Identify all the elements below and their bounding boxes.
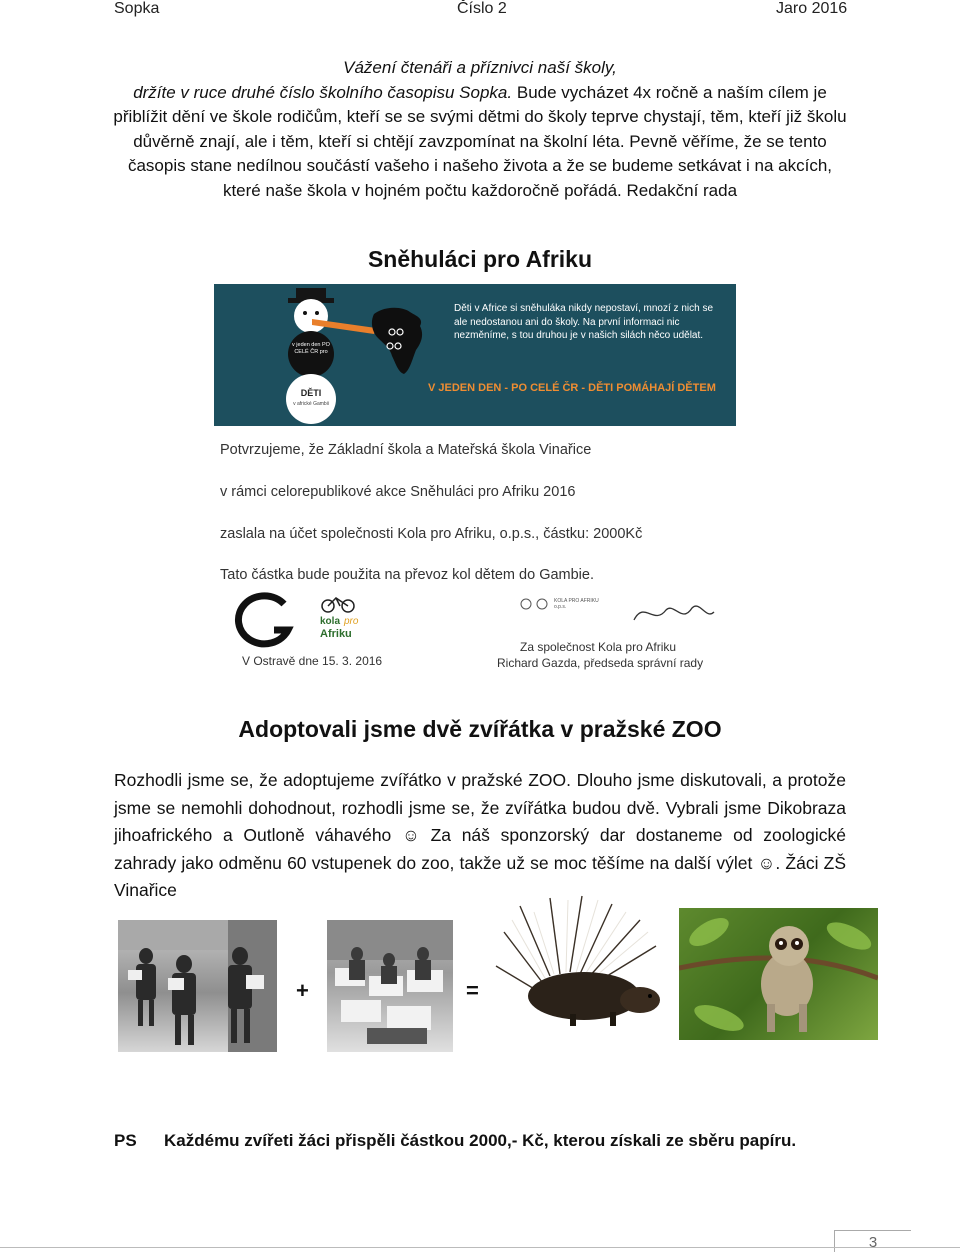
ps-text: Každému zvířeti žáci přispěli částkou 2000,- Kč, kterou získali ze sběru papíru. xyxy=(164,1131,797,1150)
header-right: Jaro 2016 xyxy=(776,0,848,17)
certificate-signature-area xyxy=(214,590,736,680)
photo-paper-collection xyxy=(327,920,453,1052)
banner-message: Děti v Africe si sněhuláka nikdy nepostaví, mnozí z nich se ale nedostanou ani do školy. Na první informaci nic nezměníme, s tou druhou je v našich silách něco udělat. xyxy=(454,303,714,341)
certificate-company: Za společnost Kola pro Afriku xyxy=(520,640,677,654)
footer-line xyxy=(0,1247,960,1248)
photo-slow-loris xyxy=(679,908,878,1040)
section2-paragraph: Rozhodli jsme se, že adoptujeme zvířátko v pražské ZOO. Dlouho jsme diskutovali, a protože jsme se nemohli dohodnout, rozhodli jsme se, že zvířátka budou dvě. Vybrali jsme Dikobraza jihoafrického a Outloně váhavého ☺ Za náš sponzorský dar dostaneme od zoologické zahrady jako odměnu 60 vstupenek do zoo, takže už se moc těšíme na další výlet ☺. Žáci ZŠ Vinařice xyxy=(114,770,846,900)
kids-label: DĚTI xyxy=(300,388,322,398)
ps-label: PS xyxy=(114,1131,137,1150)
logo-afriku: Afriku xyxy=(320,628,352,640)
intro-line1: držíte v ruce druhé číslo školního časopisu Sopka. xyxy=(133,82,513,102)
snowman-banner xyxy=(214,284,736,426)
paper-pile-graphic xyxy=(327,920,453,1052)
loris-graphic xyxy=(679,908,878,1040)
photo-porcupine xyxy=(490,886,674,1036)
certificate-line-4: Tato částka bude použita na převoz kol dětem do Gambie. xyxy=(220,567,594,583)
plus-sign: + xyxy=(296,978,309,1003)
intro-greeting: Vážení čtenáři a příznivci naší školy, xyxy=(343,58,617,77)
africa-map xyxy=(372,308,422,374)
section1-title: Sněhuláci pro Afriku xyxy=(367,246,593,272)
banner-slogan: V JEDEN DEN - PO CELÉ ČR - DĚTI POMÁHAJÍ DĚTEM xyxy=(428,382,716,394)
sign-text: v jeden den PO CELÉ ČR pro xyxy=(292,342,330,355)
logo-kola: kola xyxy=(320,616,341,627)
header-center: Číslo 2 xyxy=(457,0,507,17)
stamp-text: KOLA PRO AFRIKU o.p.s. xyxy=(554,598,599,610)
g-logo xyxy=(238,596,288,644)
snowman-body xyxy=(286,374,336,424)
loris-head xyxy=(769,926,809,966)
schoolgirls-figures xyxy=(118,920,277,1052)
kola-bike-icon xyxy=(322,598,354,612)
intro-body-wrap xyxy=(110,81,850,204)
certificate-line-2: v rámci celorepublikové akce Sněhuláci pro Afriku 2016 xyxy=(220,484,576,500)
page-number: 3 xyxy=(834,1230,911,1252)
logo-pro: pro xyxy=(344,616,359,627)
section2-title: Adoptovali jsme dvě zvířátka v pražské ZOO xyxy=(238,716,722,742)
porcupine-graphic xyxy=(490,886,674,1036)
kids-sub: v africké Gambii xyxy=(293,401,329,407)
certificate-line-1: Potvrzujeme, že Základní škola a Mateřská škola Vinařice xyxy=(220,442,592,458)
photo-schoolgirls xyxy=(118,920,277,1052)
equals-sign: = xyxy=(466,978,479,1003)
signature xyxy=(634,606,714,620)
header-left: Sopka xyxy=(114,0,160,17)
snowman-head xyxy=(294,299,328,333)
stamp-icon xyxy=(521,599,547,609)
intro-body: Bude vycházet 4x ročně a naším cílem je přiblížit dění ve škole rodičům, kteří se se svými dětmi do školy teprve chystají, těm, kteří již školu důvěrně znají, ale i těm, kteří si chtějí zavzpomínat na školní léta. Pevně věříme, že se tento časopis stane nedílnou součástí vašeho i našeho života a že se budeme setkávat i na akcích, které naše škola v hojném počtu každoročně pořádá. Redakční rada xyxy=(113,82,847,200)
intro-text xyxy=(110,56,850,203)
certificate-signer: Richard Gazda, předseda správní rady xyxy=(497,656,704,670)
certificate-line-3: zaslala na účet společnosti Kola pro Afriku, o.p.s., částku: 2000Kč xyxy=(220,526,643,542)
certificate-date: V Ostravě dne 15. 3. 2016 xyxy=(242,654,383,668)
